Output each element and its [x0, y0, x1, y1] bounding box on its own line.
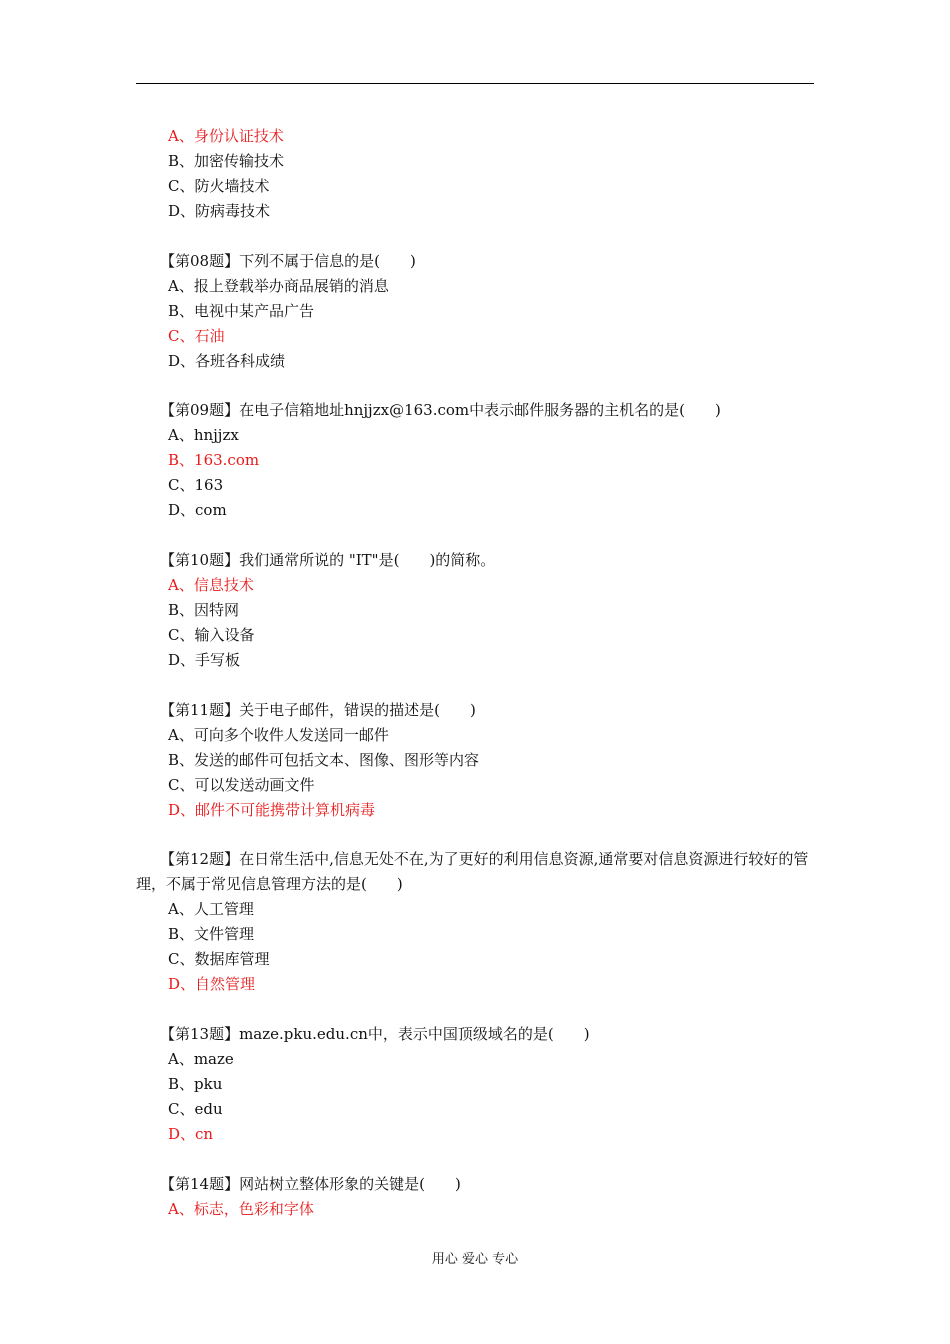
question-title: 【第08题】下列不属于信息的是( ): [160, 251, 416, 270]
page-footer: 用心 爱心 专心: [431, 1252, 519, 1267]
option: C、输入设备: [168, 626, 255, 645]
option: B、文件管理: [168, 925, 255, 944]
answer-option: D、自然管理: [168, 975, 256, 994]
answer-option: A、信息技术: [168, 576, 254, 595]
option: D、com: [168, 501, 227, 520]
document-body: [136, 124, 816, 1222]
option: B、pku: [168, 1075, 223, 1094]
question-10: [136, 548, 816, 673]
question-07-options: [136, 124, 816, 224]
option: D、各班各科成绩: [168, 351, 286, 370]
option: B、发送的邮件可包括文本、图像、图形等内容: [168, 750, 480, 769]
option: C、edu: [168, 1100, 223, 1119]
option: C、数据库管理: [168, 950, 270, 969]
answer-option: D、邮件不可能携带计算机病毒: [168, 800, 376, 819]
question-11: [136, 698, 816, 823]
question-title: 【第09题】在电子信箱地址hnjjzx@163.com中表示邮件服务器的主机名的是( ): [160, 401, 721, 420]
question-13: [136, 1022, 816, 1147]
option: B、因特网: [168, 601, 240, 620]
question-title: 【第11题】关于电子邮件，错误的描述是( ): [160, 700, 476, 719]
question-09: [136, 398, 816, 523]
option: B、加密传输技术: [168, 152, 285, 170]
question-title: 【第14题】网站树立整体形象的关键是( ): [160, 1174, 461, 1193]
option: A、人工管理: [168, 900, 254, 919]
option: A、报上登载举办商品展销的消息: [168, 276, 389, 295]
answer-option: B、163.com: [168, 451, 260, 470]
answer-option: A、身份认证技术: [168, 127, 284, 145]
option: C、可以发送动画文件: [168, 775, 315, 794]
answer-option: A、标志，色彩和字体: [168, 1199, 314, 1218]
option: B、电视中某产品广告: [168, 301, 315, 320]
option: A、hnjjzx: [168, 426, 239, 445]
option: C、163: [168, 476, 224, 495]
header-rule: [136, 83, 814, 84]
question-08: [136, 249, 816, 374]
option: D、防病毒技术: [168, 202, 271, 220]
option: A、maze: [168, 1050, 234, 1069]
question-14: [136, 1172, 816, 1222]
option: D、手写板: [168, 651, 241, 670]
question-title: 【第13题】maze.pku.edu.cn中，表示中国顶级域名的是( ): [160, 1025, 590, 1044]
question-title: 【第10题】我们通常所说的 "IT"是( )的简称。: [160, 551, 496, 570]
question-title: 【第12题】在日常生活中,信息无处不在,为了更好的利用信息资源,通常要对信息资源进行较好的管理，不属于常见信息管理方法的是( ): [136, 850, 809, 894]
answer-option: D、cn: [168, 1125, 214, 1144]
option: A、可向多个收件人发送同一邮件: [168, 725, 389, 744]
option: C、防火墙技术: [168, 177, 270, 195]
question-12: [136, 847, 816, 997]
answer-option: C、石油: [168, 326, 225, 345]
